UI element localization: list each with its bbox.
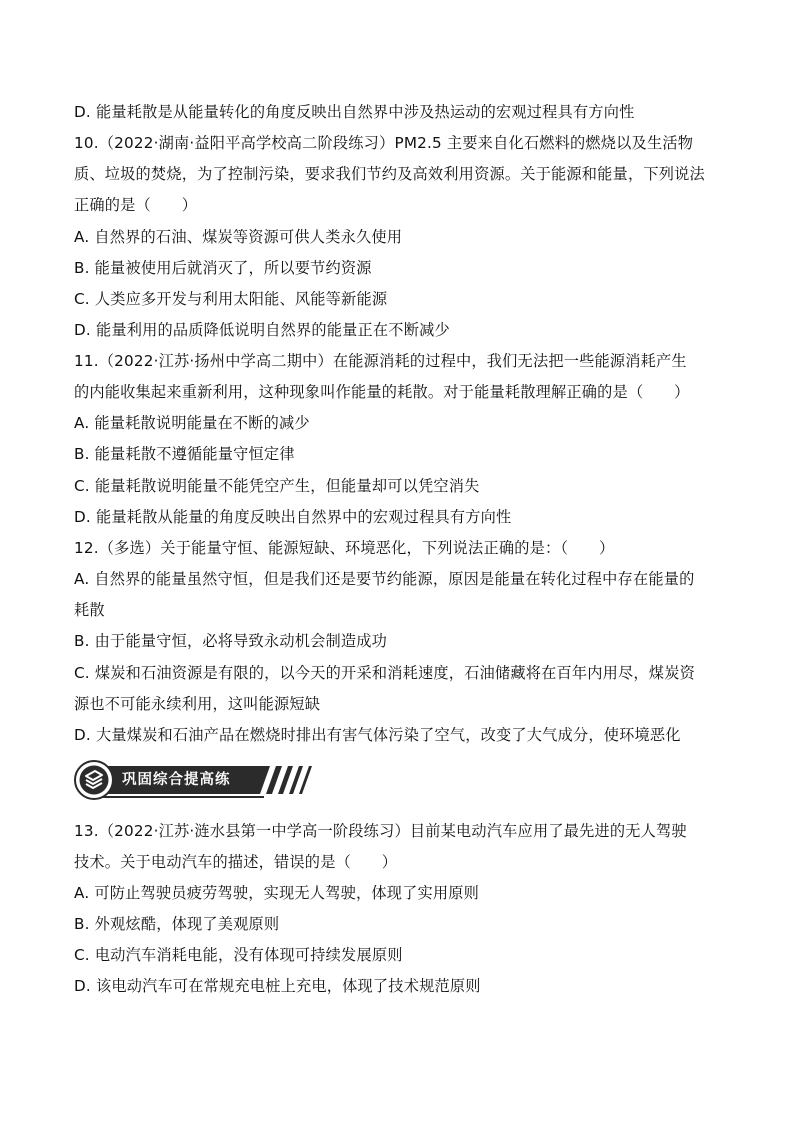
q10-option-d: D. 能量利用的品质降低说明自然界的能量正在不断减少 xyxy=(74,321,450,339)
q13-option-d: D. 该电动汽车可在常规充电桩上充电，体现了技术规范原则 xyxy=(74,977,481,995)
q10-stem-line-2: 质、垃圾的焚烧，为了控制污染，要求我们节约及高效利用资源。关于能源和能量，下列说法 xyxy=(74,165,705,183)
q11-option-d: D. 能量耗散从能量的角度反映出自然界中的宏观过程具有方向性 xyxy=(74,508,512,526)
section-banner xyxy=(74,760,364,800)
q11-option-b: B. 能量耗散不遵循能量守恒定律 xyxy=(74,445,295,463)
q12-option-b: B. 由于能量守恒，必将导致永动机会制造成功 xyxy=(74,632,388,650)
q13-option-b: B. 外观炫酷，体现了美观原则 xyxy=(74,915,280,933)
q10-option-b: B. 能量被使用后就消灭了，所以要节约资源 xyxy=(74,259,372,277)
q12-option-c-line-2: 源也不可能永续利用，这叫能源短缺 xyxy=(74,695,321,713)
q12-option-a-line-2: 耗散 xyxy=(74,601,105,619)
q12-stem: 12.（多选）关于能量守恒、能源短缺、环境恶化，下列说法正确的是：（ ） xyxy=(74,539,615,557)
q10-option-a: A. 自然界的石油、煤炭等资源可供人类永久使用 xyxy=(74,228,403,246)
q13-option-a: A. 可防止驾驶员疲劳驾驶，实现无人驾驶，体现了实用原则 xyxy=(74,884,480,902)
q11-option-a: A. 能量耗散说明能量在不断的减少 xyxy=(74,414,310,432)
q9-option-d: D. 能量耗散是从能量转化的角度反映出自然界中涉及热运动的宏观过程具有方向性 xyxy=(74,103,635,121)
q11-stem-line-2: 的内能收集起来重新利用，这种现象叫作能量的耗散。对于能量耗散理解正确的是（ ） xyxy=(74,383,690,401)
q13-stem-line-2: 技术。关于电动汽车的描述，错误的是（ ） xyxy=(74,853,398,871)
q12-option-a-line-1: A. 自然界的能量虽然守恒，但是我们还是要节约能源，原因是能量在转化过程中存在能量的 xyxy=(74,570,695,588)
q13-option-c: C. 电动汽车消耗电能，没有体现可持续发展原则 xyxy=(74,946,403,964)
q10-stem-line-3: 正确的是（ ） xyxy=(74,196,198,214)
q11-stem-line-1: 11.（2022·江苏·扬州中学高二期中）在能源消耗的过程中，我们无法把一些能源消耗产生 xyxy=(74,352,687,370)
q12-option-d: D. 大量煤炭和石油产品在燃烧时排出有害气体污染了空气，改变了大气成分，使环境恶化 xyxy=(74,726,681,744)
q11-option-c: C. 能量耗散说明能量不能凭空产生，但能量却可以凭空消失 xyxy=(74,477,480,495)
q10-stem-line-1: 10.（2022·湖南·益阳平高学校高二阶段练习）PM2.5 主要来自化石燃料的燃烧以及生活物 xyxy=(74,134,694,152)
q10-option-c: C. 人类应多开发与利用太阳能、风能等新能源 xyxy=(74,290,388,308)
q12-option-c-line-1: C. 煤炭和石油资源是有限的，以今天的开采和消耗速度，石油储藏将在百年内用尽，煤炭资 xyxy=(74,664,695,682)
section-title: 巩固综合提高练 xyxy=(122,772,231,788)
q13-stem-line-1: 13.（2022·江苏·涟水县第一中学高一阶段练习）目前某电动汽车应用了最先进的无人驾驶 xyxy=(74,822,687,840)
